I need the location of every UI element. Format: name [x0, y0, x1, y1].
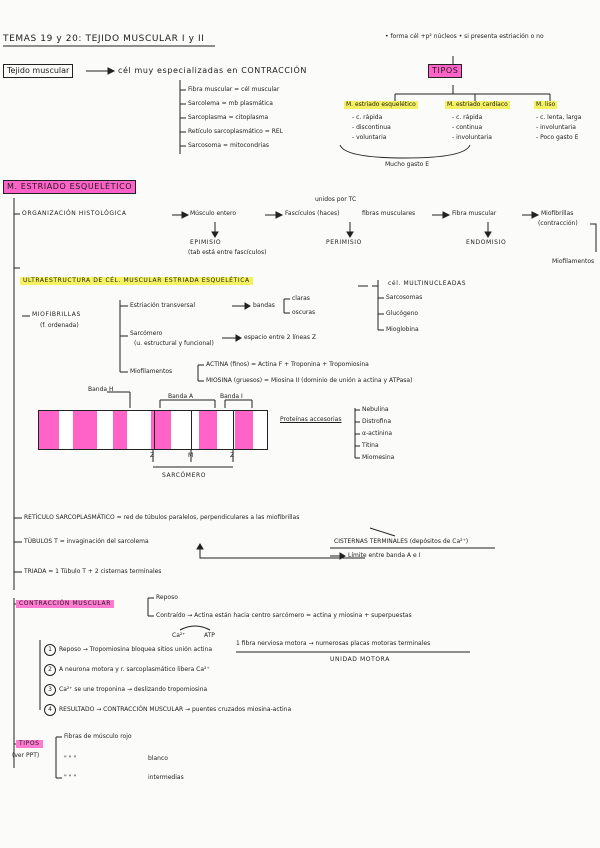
sarcosomas-item: Sarcosomas: [386, 294, 423, 301]
type-esqueletico-name: M. estriado esquelético: [346, 101, 416, 108]
step-number-icon: 4: [44, 704, 56, 716]
reposo-label: Reposo: [156, 594, 178, 601]
type-cardiaco-item: - c. rápida: [452, 114, 483, 121]
proteina-item: Titina: [362, 442, 379, 449]
miofilamentos-label: Miofilamentos: [130, 368, 173, 375]
step-number-icon: 3: [44, 684, 56, 696]
step-2: [44, 664, 210, 676]
tipos-row-a: " " ": [64, 755, 77, 762]
step-text: A neurona motora y r. sarcoplasmático libera Ca²⁺: [59, 666, 210, 673]
tipos-note: (ver PPT): [12, 752, 40, 759]
type-esqueletico-item: - c. rápida: [352, 114, 383, 121]
oscuras-label: oscuras: [292, 309, 316, 316]
bullet-sarcolema: Sarcolema = mb plasmática: [188, 100, 273, 107]
contraido-line: Contraído → Actina están hacia centro sarcómero = actina y miosina + superpuestas: [156, 612, 412, 619]
tipos-row-b: intermedias: [148, 774, 184, 781]
type-liso-item: - c. lenta, larga: [536, 114, 582, 121]
triada-line: TRIADA = 1 Túbulo T + 2 cisternas terminales: [24, 568, 162, 575]
miofilamentos-note: Miofilamentos: [552, 258, 595, 265]
dark-band: [39, 411, 59, 449]
bullet-reticulo: Retículo sarcoplasmático = REL: [188, 128, 283, 135]
step-text: Reposo → Tropomiosina bloquea sitios unión actina: [59, 646, 213, 653]
bandas-label: bandas: [253, 302, 275, 309]
m-label: M: [188, 452, 194, 459]
limite-line: Límite entre banda A e I: [348, 552, 421, 559]
step-number-icon: 2: [44, 664, 56, 676]
tipos-row-a: Fibras de músculo rojo: [64, 733, 132, 740]
step-4: [44, 704, 291, 716]
fibra-nerviosa-line: 1 fibra nerviosa motora → numerosas placas motoras terminales: [236, 640, 431, 647]
epimisio-label: EPIMISIO: [190, 239, 222, 246]
banda-i-label: Banda I: [220, 393, 243, 400]
glucogeno-item: Glucógeno: [386, 310, 419, 317]
ca-label: Ca²⁺: [172, 632, 186, 639]
organizacion-label: ORGANIZACIÓN HISTOLÓGICA: [22, 210, 127, 217]
step-text: Ca²⁺ se une troponina → deslizando tropomiosina: [59, 686, 208, 693]
tejido-definition: cél muy especializadas en CONTRACCIÓN: [118, 66, 307, 75]
dark-band: [113, 411, 127, 449]
top-note: • forma cél +p² núcleos • si presenta estriación o no: [385, 33, 544, 40]
espacio-label: espacio entre 2 líneas Z: [244, 334, 316, 341]
proteina-item: Nebulina: [362, 406, 389, 413]
sarcomero-caption: SARCÓMERO: [162, 472, 207, 479]
flow-fibra-muscular: Fibra muscular: [452, 210, 497, 217]
proteina-item: Miomesina: [362, 454, 395, 461]
type-cardiaco-item: - involuntaria: [452, 134, 492, 141]
miofibrillas-label: MIOFIBRILLAS: [32, 311, 81, 318]
type-cardiaco-item: - continua: [452, 124, 483, 131]
sarcomero-label: Sarcómero: [130, 330, 163, 337]
tipos-row-a: " " ": [64, 774, 77, 781]
atp-label: ATP: [204, 632, 215, 639]
type-cardiaco-name: M. estriado cardíaco: [447, 101, 508, 108]
type-liso-name: M. liso: [536, 101, 556, 108]
endomisio-label: ENDOMISIO: [466, 239, 507, 246]
step-number-icon: 1: [44, 644, 56, 656]
z-label-left: Z: [150, 452, 155, 459]
banda-h-label: Banda H: [88, 386, 114, 393]
epimisio-note: (tab está entre fascículos): [188, 249, 267, 256]
mioglobina-item: Mioglobina: [386, 326, 419, 333]
sarcomero-note: (u. estructural y funcional): [134, 340, 214, 347]
reticulo-line: RETÍCULO SARCOPLASMÁTICO = red de túbulos paralelos, perpendiculares a las miofibrillas: [24, 514, 300, 521]
flow-fibras: fibras musculares: [362, 210, 416, 217]
flow-fasciculos: Fascículos (haces): [285, 210, 340, 217]
type-liso-item: - involuntaria: [536, 124, 576, 131]
bullet-sarcoplasma: Sarcoplasma = citoplasma: [188, 114, 269, 121]
miosina-line: MIOSINA (gruesos) = Miosina II (dominio de unión a actina y ATPasa): [206, 377, 413, 384]
proteina-item: α-actinina: [362, 430, 393, 437]
ultraestructura-title: ULTRAESTRUCTURA DE CÉL. MUSCULAR ESTRIADA ESQUELÉTICA: [20, 277, 253, 285]
unidos-tc-note: unidos por TC: [315, 196, 357, 203]
tejido-muscular-tag: Tejido muscular: [3, 64, 73, 78]
type-liso-item: - Poco gasto E: [536, 134, 579, 141]
bullet-sarcosoma: Sarcosoma = mitocondrias: [188, 142, 270, 149]
tipos-box: TIPOS: [428, 64, 462, 78]
sarcomere-strip: [38, 410, 268, 450]
flow-musculo: Músculo entero: [190, 210, 236, 217]
type-esqueletico-item: - discontinua: [352, 124, 391, 131]
type-esqueletico-item: - voluntaria: [352, 134, 387, 141]
dark-band: [235, 411, 253, 449]
proteina-item: Distrofina: [362, 418, 392, 425]
z-line: [154, 411, 155, 449]
z-label-right: Z: [230, 452, 235, 459]
estriacion-label: Estriación transversal: [130, 302, 196, 309]
flow-miofibrillas: Miofibrillas: [541, 210, 574, 217]
step-text: RESULTADO → CONTRACCIÓN MUSCULAR → puentes cruzados miosina-actina: [59, 706, 292, 713]
contraccion-note: (contracción): [538, 220, 578, 227]
m-line: [191, 411, 192, 449]
dark-band: [199, 411, 217, 449]
tipos-title: TIPOS: [16, 740, 43, 748]
perimisio-label: PERIMISIO: [326, 239, 362, 246]
z-line: [233, 411, 234, 449]
actina-line: ACTINA (finos) = Actina F + Troponina + Tropomiosina: [206, 361, 369, 368]
multinucleadas-item: cél. MULTINUCLEADAS: [388, 280, 467, 287]
bullet-fibra: Fibra muscular = cél muscular: [188, 86, 280, 93]
unidad-motora-label: UNIDAD MOTORA: [330, 656, 390, 663]
step-1: [44, 644, 212, 656]
mucho-gasto-note: Mucho gasto E: [385, 161, 429, 168]
banda-a-label: Banda A: [168, 393, 194, 400]
page-title: TEMAS 19 y 20: TEJIDO MUSCULAR I y II: [3, 34, 205, 44]
cisternas-line: CISTERNAS TERMINALES (depósitos de Ca²⁺): [334, 538, 469, 545]
proteinas-label: Proteínas accesorias: [280, 416, 342, 423]
dark-band: [73, 411, 97, 449]
tubulos-line: TÚBULOS T = invaginación del sarcolema: [24, 538, 149, 545]
claras-label: claras: [292, 295, 310, 302]
section-esqueletico-title: M. ESTRIADO ESQUELÉTICO: [3, 180, 136, 194]
miofibrillas-note: (f. ordenada): [40, 322, 79, 329]
contraccion-title: CONTRACCIÓN MUSCULAR: [16, 600, 114, 608]
step-3: [44, 684, 207, 696]
tipos-row-b: blanco: [148, 755, 168, 762]
